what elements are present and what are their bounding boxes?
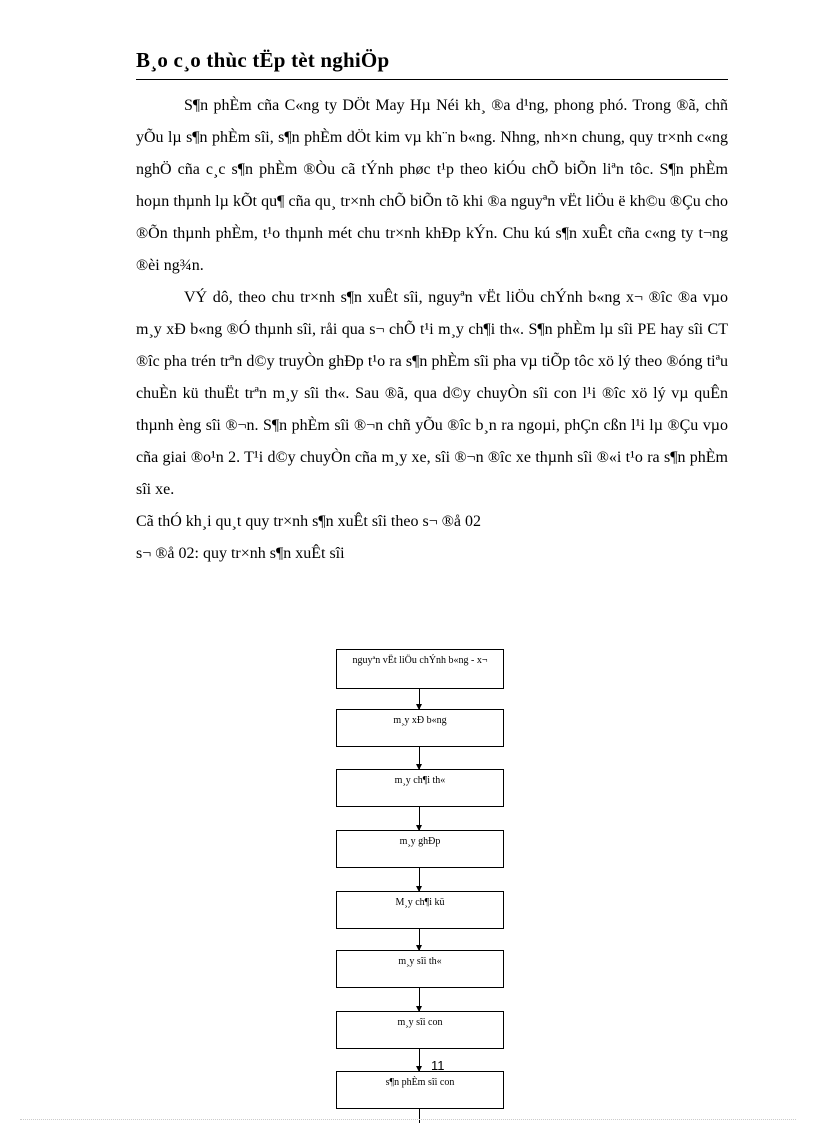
page-number: 11 bbox=[431, 1058, 445, 1073]
flow-arrow bbox=[419, 929, 420, 950]
flow-arrow bbox=[419, 807, 420, 830]
flow-arrow bbox=[419, 868, 420, 891]
page-header-title: B¸o c¸o thùc tËp tèt nghiÖp bbox=[136, 48, 728, 80]
flow-tail-line bbox=[419, 1108, 420, 1123]
flow-step-cotton-opener: m¸y xÐ b«ng bbox=[336, 709, 504, 747]
paragraph-example-process: VÝ dô, theo chu tr×nh s¶n xuÊt sîi, nguyªn vËt liÖu chÝnh b«ng x¬ ®îc ®a vµo m¸y xÐ b«ng ®Ó thµnh sîi, råi qua s¬ chÕ t¹i m¸y ch¶i th«. S¶n phÈm lµ sîi PE hay sîi CT ®îc pha trén trªn d©y truyÒn ghÐp t¹o ra s¶n phÈm sîi pha vµ tiÕp tôc xö lý theo ®óng tiªu chuÈn kü thuËt trªn m¸y sîi th«. Sau ®ã, qua d©y chuyÒn sîi con l¹i ®îc xö lý vµ quÊn thµnh èng sîi ®¬n. S¶n phÈm sîi ®¬n chñ yÕu ®îc b¸n ra ngoµi, phÇn cßn l¹i lµ ®Çu vµo cña giai ®o¹n 2. T¹i d©y chuyÒn cña m¸y xe, sîi ®¬n ®îc xe thµnh sîi ®«i t¹o ra s¶n phÈm sîi xe. bbox=[136, 289, 728, 498]
flow-step-drawing: m¸y ghÐp bbox=[336, 830, 504, 868]
flow-step-carding: m¸y ch¶i th« bbox=[336, 769, 504, 807]
footer-divider bbox=[20, 1119, 796, 1120]
flow-step-combing: M¸y ch¶i kü bbox=[336, 891, 504, 929]
flow-step-roving: m¸y sîi th« bbox=[336, 950, 504, 988]
paragraph-products: S¶n phÈm cña C«ng ty DÖt May Hµ Néi kh¸ ®a d¹ng, phong phó. Trong ®ã, chñ yÕu lµ s¶n phÈm sîi, s¶n phÈm dÖt kim vµ kh¨n b«ng. Nhng, nh×n chung, quy tr×nh c«ng nghÖ cña c¸c s¶n phÈm ®Òu cã tÝnh phøc t¹p theo kiÓu chÕ biÕn liªn tôc. S¶n phÈm hoµn thµnh lµ kÕt qu¶ cña qu¸ tr×nh chÕ biÕn tõ khi ®a nguyªn vËt liÖu ë kh©u ®Çu cho ®Õn thµnh phÈm, t¹o thµnh mét chu tr×nh khÐp kÝn. Chu kú s¶n xuÊt cña c«ng ty t¬ng ®èi ng¾n. bbox=[136, 97, 728, 274]
flow-step-ring-spinning: m¸y sîi con bbox=[336, 1011, 504, 1049]
flow-step-raw-material: nguyªn vËt liÖu chÝnh b«ng - x¬ bbox=[336, 649, 504, 689]
flow-arrow bbox=[419, 1049, 420, 1071]
flow-arrow bbox=[419, 988, 420, 1011]
flow-step-final-product: s¶n phÈm sîi con bbox=[336, 1071, 504, 1109]
flow-arrow bbox=[419, 689, 420, 709]
flow-arrow bbox=[419, 747, 420, 769]
flowchart-caption: s¬ ®å 02: quy tr×nh s¶n xuÊt sîi bbox=[136, 545, 345, 562]
flowchart-intro-line: Cã thÓ kh¸i qu¸t quy tr×nh s¶n xuÊt sîi theo s¬ ®å 02 bbox=[136, 513, 481, 530]
